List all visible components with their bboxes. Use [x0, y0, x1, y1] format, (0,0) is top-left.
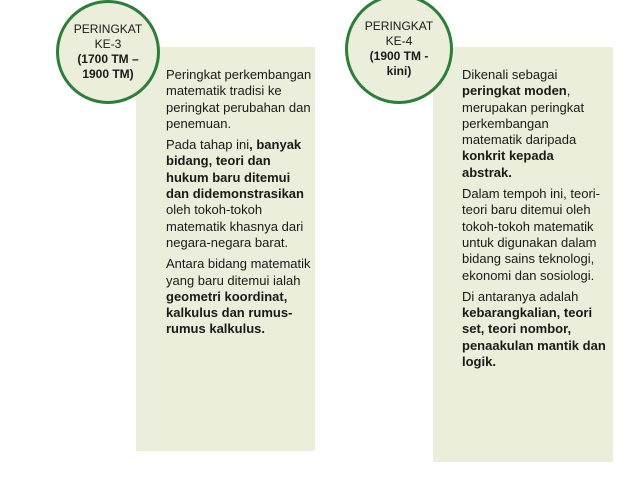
stage-3-description	[166, 67, 314, 343]
stage-4-p1-mid: , merupakan peringkat perkembangan matematik daripada	[462, 83, 585, 148]
stage-4-title: PERINGKAT	[364, 19, 434, 33]
stage-4-period-end: kini)	[386, 64, 412, 78]
stage-4-paragraph-3	[462, 289, 607, 370]
stage-3-circle	[56, 0, 160, 104]
stage-3-paragraph-2	[166, 137, 314, 251]
stage-3-number: KE-3	[94, 37, 122, 51]
stage-4-paragraph-2	[462, 186, 607, 284]
stage-4-p3-bold: kebarangkalian, teori set, teori nombor, penaakulan mantik dan logik.	[462, 305, 606, 370]
stage-4-p1-prefix: Dikenali sebagai	[462, 67, 558, 82]
stage-3-paragraph-1	[166, 67, 314, 132]
stage-4-period-start: (1900 TM -	[369, 49, 429, 63]
stage-4-number: KE-4	[385, 34, 413, 48]
stage-4-paragraph-1	[462, 67, 607, 181]
stage-3-p3-bold: geometri koordinat, kalkulus dan rumus-rumus kalkulus.	[166, 288, 293, 337]
stage-4-p1-bold-1: peringkat moden	[462, 83, 567, 99]
stage-3-p2-prefix: Pada tahap ini	[166, 137, 250, 153]
stage-4-p2-text: Dalam tempoh ini, teori-teori baru ditemui oleh tokoh-tokoh matematik untuk digunakan dalam bidang sains teknologi, ekonomi dan sosiologi.	[462, 186, 600, 283]
stage-4-p1-bold-2: konkrit kepada abstrak.	[462, 148, 554, 180]
stage-3-p3-prefix: Antara bidang matematik yang baru ditemui ialah	[166, 256, 311, 288]
stage-3-p2-suffix: oleh tokoh-tokoh matematik khasnya dari negara-negara barat.	[166, 202, 304, 250]
stage-3-p1-text: Peringkat perkembangan matematik tradisi ke peringkat perubahan dan penemuan.	[166, 67, 312, 131]
stage-4-p3-prefix: Di antaranya adalah	[462, 288, 579, 304]
stage-3-period-end: 1900 TM)	[82, 67, 134, 81]
stage-3-p2-bold: , banyak bidang, teori dan hukum baru ditemui dan didemonstrasikan	[166, 137, 304, 202]
stage-3-period-start: (1700 TM –	[77, 52, 139, 66]
stage-3-paragraph-3	[166, 256, 314, 337]
stage-3-title: PERINGKAT	[73, 22, 143, 36]
stage-4-description	[462, 67, 607, 375]
